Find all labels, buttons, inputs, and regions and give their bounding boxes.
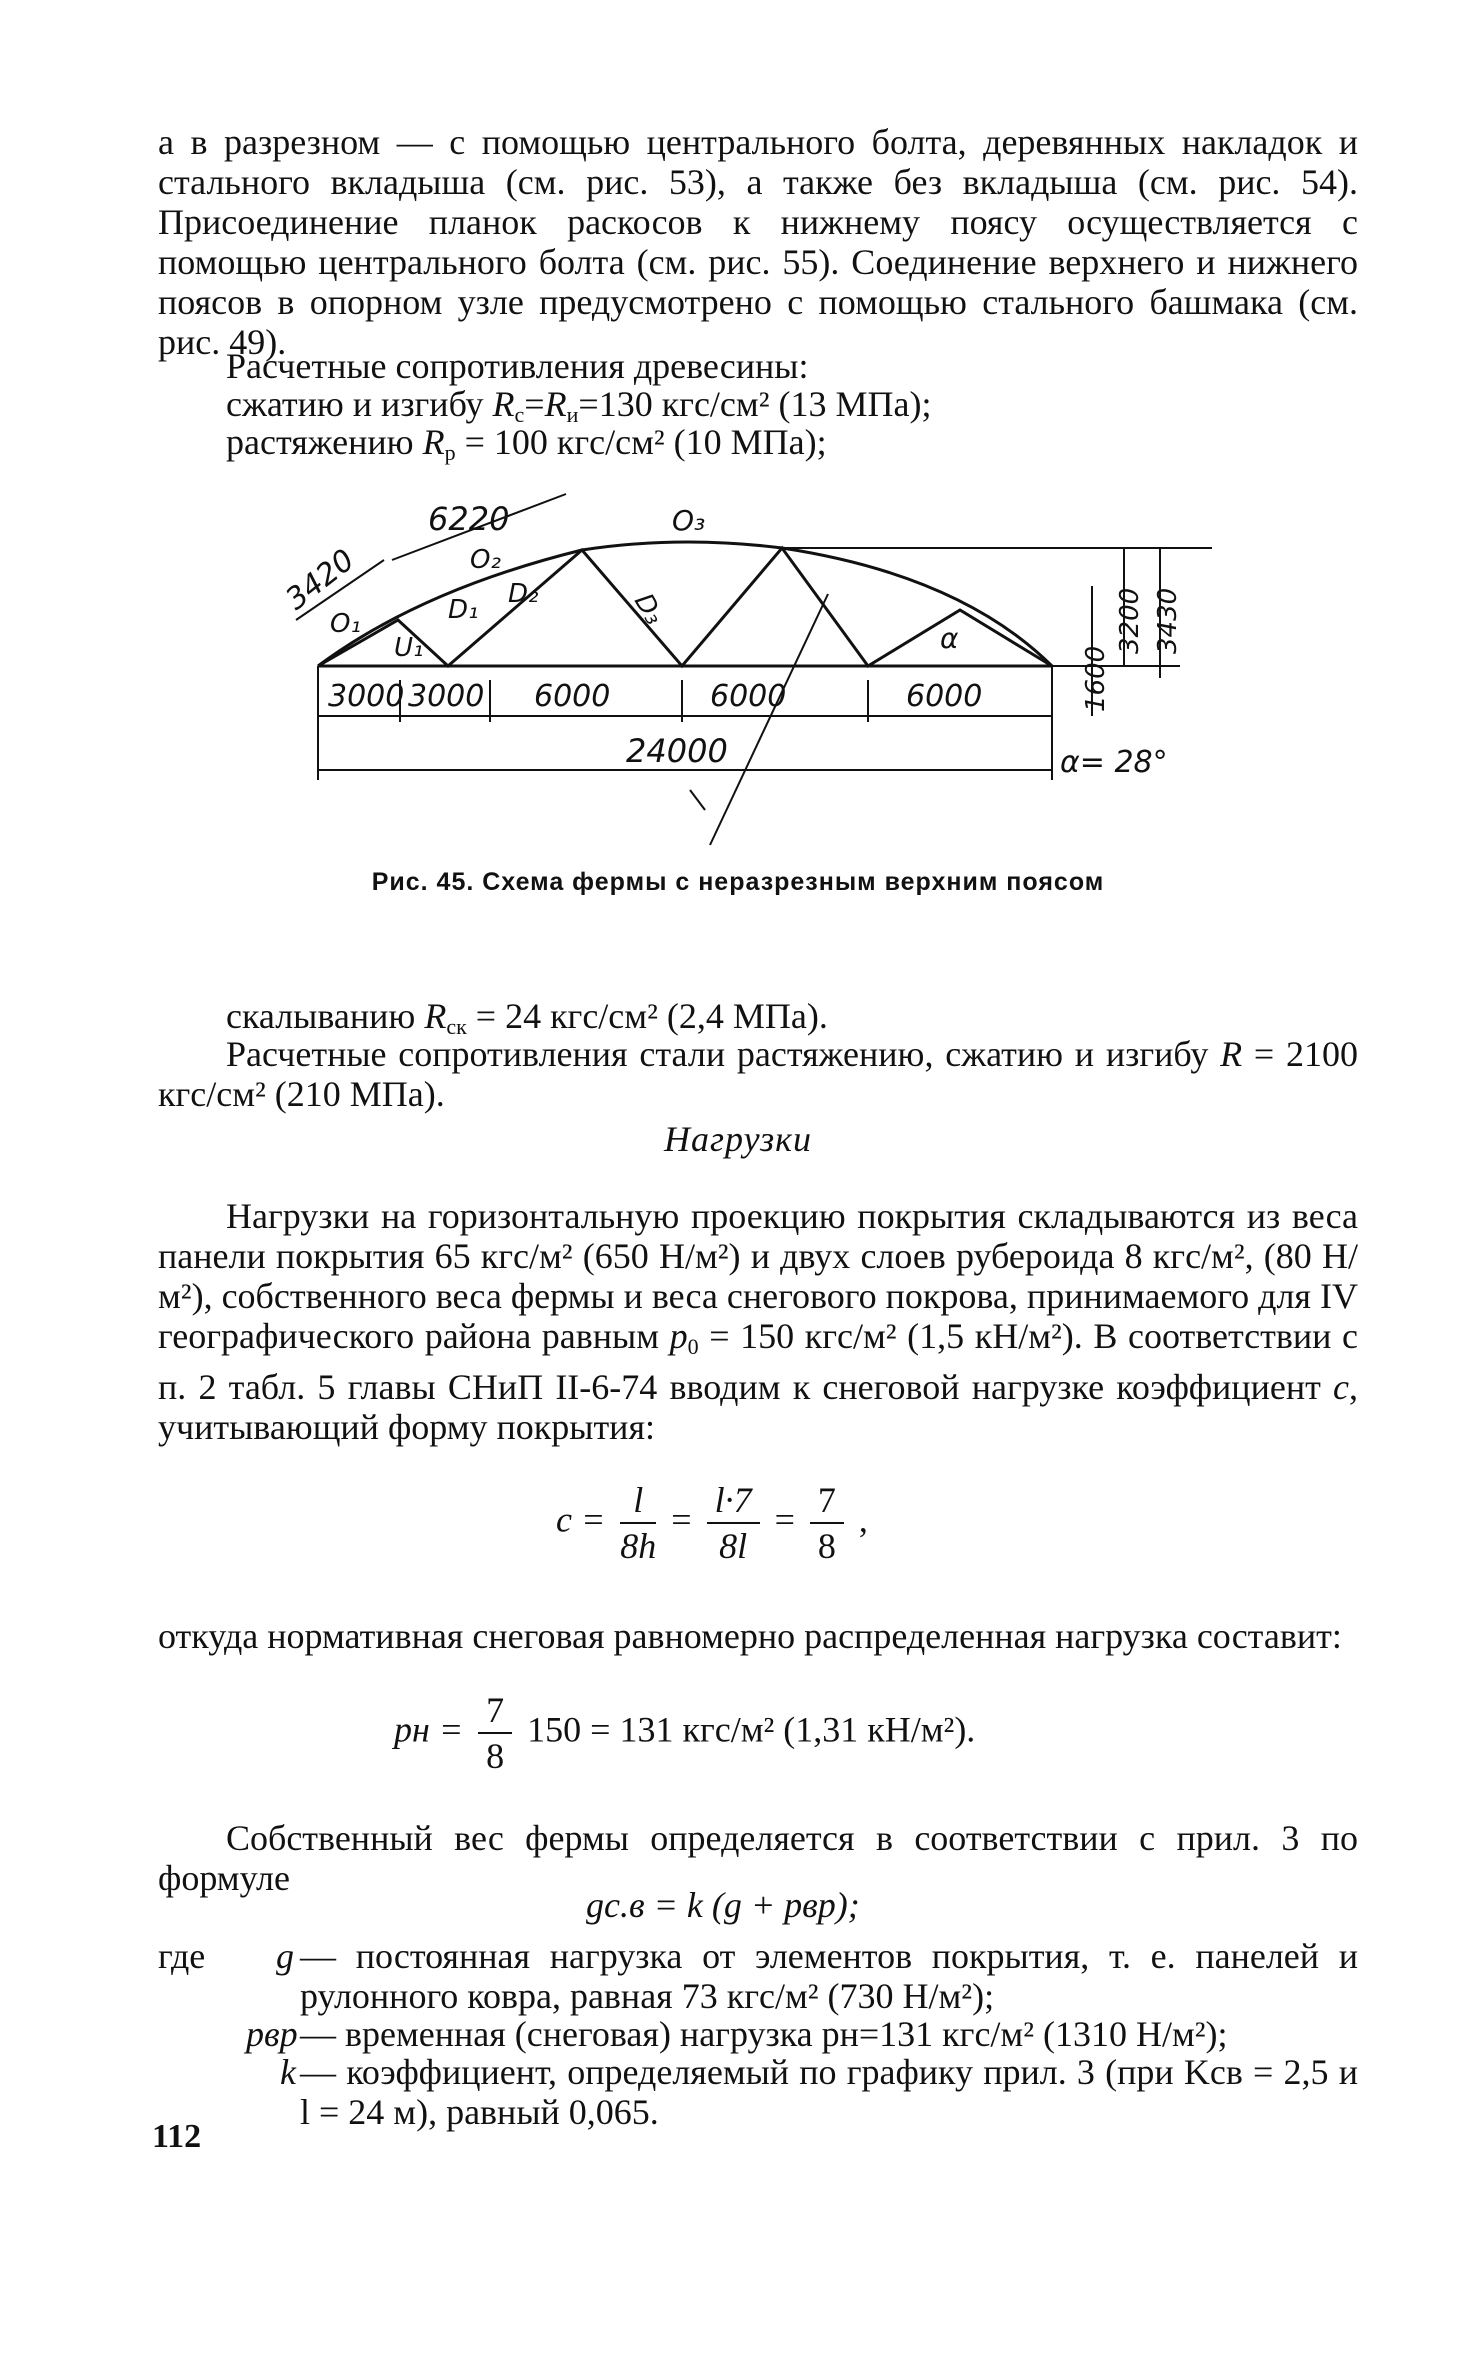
text-span: сжатию и изгибу <box>226 384 493 424</box>
text-span: скалыванию <box>226 996 425 1036</box>
text-span: = 100 кгс/см² (10 МПа); <box>455 422 827 462</box>
fraction <box>620 1478 656 1568</box>
intro-paragraph: а в разрезном — с помощью центрального болта, деревянных накладок и стального вкладыша (см. рис. 53), а также без вкладыша (см. рис. 54). Присоединение планок раскосов к нижнему поясу осуществляется с помощью центрального болта (см. рис. 55). Соединение верхнего и нижнего поясов в опорном узле предусмотрено с помощью стального башмака (см. рис. 49). <box>158 122 1358 362</box>
subscript: р <box>444 440 456 465</box>
equals: = <box>671 1499 692 1540</box>
where-item-k: — коэффициент, определяемый по графику прил. 3 (при Kсв = 2,5 и l = 24 м), равный 0,065. <box>300 2052 1358 2132</box>
symbol: p <box>669 1316 688 1356</box>
dim-6000a-label: 6000 <box>534 679 611 714</box>
denominator: 8 <box>486 1736 505 1776</box>
where-symbol-g: g <box>276 1936 294 1976</box>
dim-3000b-label: 3000 <box>408 679 485 714</box>
label-d3: D₃ <box>627 588 670 630</box>
text-span: Нагрузки на горизонтальную проекцию покрытия складываются из веса панели покрытия 65 кгс/м² (650 Н/м²) и двух слоев рубероида 8 кгс/м², (80 Н/м²), собственного веса фермы и веса снегового покрова, принимаемого для IV географического района равным <box>158 1196 1358 1356</box>
resistance-title: Расчетные сопротивления древесины: <box>226 346 809 386</box>
text-span: растяжению <box>226 422 423 462</box>
label-d2: D₂ <box>508 579 539 609</box>
text-span: , учитывающий форму покрытия: <box>158 1367 1358 1447</box>
where-symbol-k: k <box>280 2052 296 2092</box>
fraction <box>478 1688 512 1778</box>
numerator: 7 <box>810 1478 844 1524</box>
self-weight-paragraph: Собственный вес фермы определяется в соответствии с прил. 3 по формуле <box>158 1818 1358 1898</box>
snow-load-paragraph: откуда нормативная снеговая равномерно распределенная нагрузка составит: <box>158 1616 1342 1656</box>
denominator: 8h <box>620 1526 657 1566</box>
equals: = <box>774 1499 795 1540</box>
dim-6000c-label: 6000 <box>906 679 983 714</box>
symbol: R <box>1220 1034 1243 1074</box>
label-u1: U₁ <box>394 633 424 663</box>
dim-3000a-label: 3000 <box>328 679 405 714</box>
subscript: и <box>566 402 579 427</box>
subscript: ск <box>446 1014 467 1039</box>
truss-diagram <box>0 0 1476 880</box>
dim-6000b-label: 6000 <box>710 679 787 714</box>
text-span: = 2100 кгс/см² (210 МПа). <box>158 1034 1358 1114</box>
label-d1: D₁ <box>448 595 479 625</box>
section-arrow <box>690 790 705 810</box>
fraction <box>707 1478 760 1568</box>
steel-paragraph <box>158 1034 1358 1114</box>
numerator: 7 <box>478 1688 512 1734</box>
comma: , <box>858 1499 868 1540</box>
text-span: = 24 кгс/см² (2,4 МПа). <box>466 996 828 1036</box>
where-item-g: — постоянная нагрузка от элементов покрытия, т. е. панелей и рулонного ковра, равная 73 кгс/м² (730 Н/м²); <box>300 1936 1358 2016</box>
formula-pn <box>394 1688 975 1778</box>
dim-24000-label: 24000 <box>626 732 728 770</box>
dim-1600-label: 1600 <box>1081 645 1111 712</box>
symbol: R <box>492 384 515 424</box>
loads-paragraph <box>158 1196 1358 1447</box>
formula-gsv: gс.в = k (g + pвр); <box>586 1885 860 1925</box>
formula-lhs: c = <box>556 1499 606 1540</box>
formula-c <box>556 1478 868 1568</box>
dim-3200-label: 3200 <box>1115 587 1145 654</box>
section-heading: Нагрузки <box>664 1119 812 1159</box>
angle-label: α= 28° <box>1060 745 1168 780</box>
denominator: 8l <box>719 1526 748 1566</box>
symbol: R <box>424 996 447 1036</box>
formula-rhs: 150 = 131 кгс/м² (1,31 кН/м²). <box>527 1709 976 1750</box>
formula-lhs: pн = <box>394 1709 464 1750</box>
numerator: l <box>620 1478 656 1524</box>
dim-6220-label: 6220 <box>428 500 510 538</box>
dim-3430-label: 3430 <box>1153 587 1183 654</box>
numerator: l·7 <box>707 1478 760 1524</box>
figure-caption: Рис. 45. Схема фермы с неразрезным верхним поясом <box>371 868 1105 896</box>
subscript: 0 <box>687 1334 699 1359</box>
where-label: где <box>158 1936 206 1976</box>
subscript: с <box>514 402 525 427</box>
text-span: Расчетные сопротивления стали растяжению, сжатию и изгибу <box>226 1034 1221 1074</box>
label-alpha: α <box>940 622 959 655</box>
dim-3420-label: 3420 <box>279 542 362 618</box>
section-line <box>710 594 828 845</box>
text-span: =130 кгс/см² (13 МПа); <box>578 384 932 424</box>
symbol: R <box>422 422 445 462</box>
label-o3: O₃ <box>672 504 706 537</box>
page-number: 112 <box>152 2118 202 2155</box>
symbol: R <box>544 384 567 424</box>
fraction <box>810 1478 844 1568</box>
where-item-pvr: — временная (снеговая) нагрузка pн=131 кгс/м² (1310 Н/м²); <box>300 2014 1228 2054</box>
where-symbol-pvr: pвр <box>246 2014 298 2054</box>
label-o1: O₁ <box>330 609 361 639</box>
denominator: 8 <box>817 1526 836 1566</box>
symbol: c <box>1333 1367 1349 1407</box>
label-o2: O₂ <box>470 545 501 575</box>
symbol: = <box>524 384 545 424</box>
text-span: = 150 кгс/м² (1,5 кН/м²). В соответствии с п. 2 табл. 5 главы СНиП II-6-74 вводим к снеговой нагрузке коэффициент <box>158 1316 1358 1407</box>
